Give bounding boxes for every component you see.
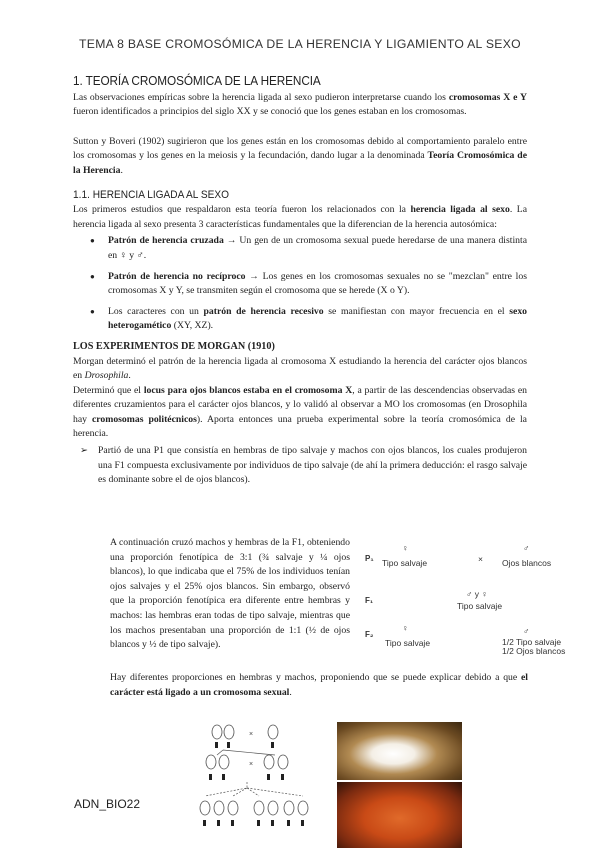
generation-label: P₁ bbox=[365, 554, 374, 563]
arrow-bullet-icon: ➢ bbox=[80, 445, 89, 457]
document-body bbox=[73, 74, 527, 488]
generation-label: F₁ bbox=[365, 596, 374, 605]
list-item: ● Los caracteres con un patrón de herencia recesivo se manifiestan con mayor frecuencia en el sexo heterogamético (XY, XZ). bbox=[73, 305, 527, 334]
footer-label: ADN_BIO22 bbox=[74, 797, 141, 811]
diagram-label: Ojos blancos bbox=[502, 558, 552, 568]
male-icon: ♂ bbox=[523, 626, 530, 636]
generation-label: F₂ bbox=[365, 630, 374, 639]
cross-diagram bbox=[360, 540, 575, 665]
diagram-label: 1/2 Tipo salvaje bbox=[502, 637, 562, 647]
subsection-title: 1.1. HERENCIA LIGADA AL SEXO bbox=[73, 188, 229, 201]
paragraph: A continuación cruzó machos y hembras de la F1, obteniendo una proporción fenotípica de 3:1 (¾ salvaje y ¼ ojos blancos), lo que indicaba que el 75% de los individuos tenían ojos salvajes y el 25% ojos blancos. Sin embargo, observó que la proporción fenotípica era diferente entre hembras y machos: las hembras eran todas de tipo salvaje, mientras que los machos presentaban una proporción de 1:1 (½ de ojos blancos y ½ de tipo salvaje). bbox=[110, 537, 350, 651]
diagram-label: Tipo salvaje bbox=[457, 601, 503, 611]
paragraph: Morgan determinó el patrón de la herencia ligada al cromosoma X estudiando la herencia del carácter ojos blancos en Drosophila. bbox=[73, 355, 527, 382]
svg-text:×: × bbox=[249, 731, 254, 738]
paragraph: Determinó que el locus para ojos blancos estaba en el cromosoma X, a partir de las descendencias observadas en diferentes cruzamientos para el carácter ojos blancos, y lo validó al observar a MO los cromosomas (en Drosophila hay cromosomas politécnicos). Aporta entonces una prueba experimental sobre la teoría cromosómica de la herencia. bbox=[73, 384, 528, 440]
list-item: ● Patrón de herencia no recíproco → Los genes en los cromosomas sexuales no se "mezclan" entre los cromosomas X y Y, se transmiten según el cromosoma que se herede (X o Y). bbox=[73, 270, 527, 299]
red-eye-photo bbox=[337, 782, 462, 848]
bullet-list bbox=[73, 234, 527, 334]
female-and-male-icon: ♂ y ♀ bbox=[466, 589, 488, 599]
page-header: TEMA 8 BASE CROMOSÓMICA DE LA HERENCIA Y LIGAMIENTO AL SEXO bbox=[79, 37, 521, 51]
white-eye-photo bbox=[337, 722, 462, 780]
diagram-label: Tipo salvaje bbox=[382, 558, 428, 568]
diagram-label: Tipo salvaje bbox=[385, 638, 431, 648]
fly-cross-figure bbox=[197, 722, 311, 848]
paragraph: Las observaciones empíricas sobre la herencia ligada al sexo pudieron interpretarse cuando los cromosomas X e Y fueron identificados a principios del siglo XX y se conoció que los genes estaban en los cromosomas. bbox=[73, 91, 528, 118]
paragraph: Los primeros estudios que respaldaron esta teoría fueron los relacionados con la herencia ligada al sexo. La herencia ligada al sexo presenta 3 características fundamentales que la diferencian de la herencia autosómica: bbox=[73, 204, 528, 230]
diagram-label: 1/2 Ojos blancos bbox=[502, 646, 566, 656]
cross-icon: × bbox=[478, 554, 483, 564]
male-icon: ♂ bbox=[523, 543, 530, 553]
female-icon: ♀ bbox=[402, 623, 409, 633]
section-title: 1. TEORÍA CROMOSÓMICA DE LA HERENCIA bbox=[73, 73, 321, 88]
paragraph: Hay diferentes proporciones en hembras y machos, proponiendo que se puede explicar debido a que el carácter está ligado a un cromosoma sexual. bbox=[110, 672, 528, 698]
paragraph: Sutton y Boveri (1902) sugirieron que los genes están en los cromosomas debido al comportamiento paralelo entre los cromosomas y los genes en la meiosis y la fecundación, dando lugar a la denominada Teoría Cromosómica de la Herencia. bbox=[73, 135, 527, 176]
svg-text:×: × bbox=[249, 761, 254, 768]
list-item: ● Patrón de herencia cruzada → Un gen de un cromosoma sexual puede heredarse de una manera distinta en ♀ y ♂. bbox=[73, 234, 527, 263]
arrow-list-item: ➢ Partió de una P1 que consistía en hembras de tipo salvaje y machos con ojos blancos, los cuales produjeron una F1 compuesta exclusivamente por individuos de tipo salvaje (de ahí la primera deducción: el rasgo salvaje es dominante sobre el de ojos blancos). bbox=[80, 445, 527, 486]
morgan-title: LOS EXPERIMENTOS DE MORGAN (1910) bbox=[73, 340, 275, 352]
female-icon: ♀ bbox=[402, 543, 409, 553]
